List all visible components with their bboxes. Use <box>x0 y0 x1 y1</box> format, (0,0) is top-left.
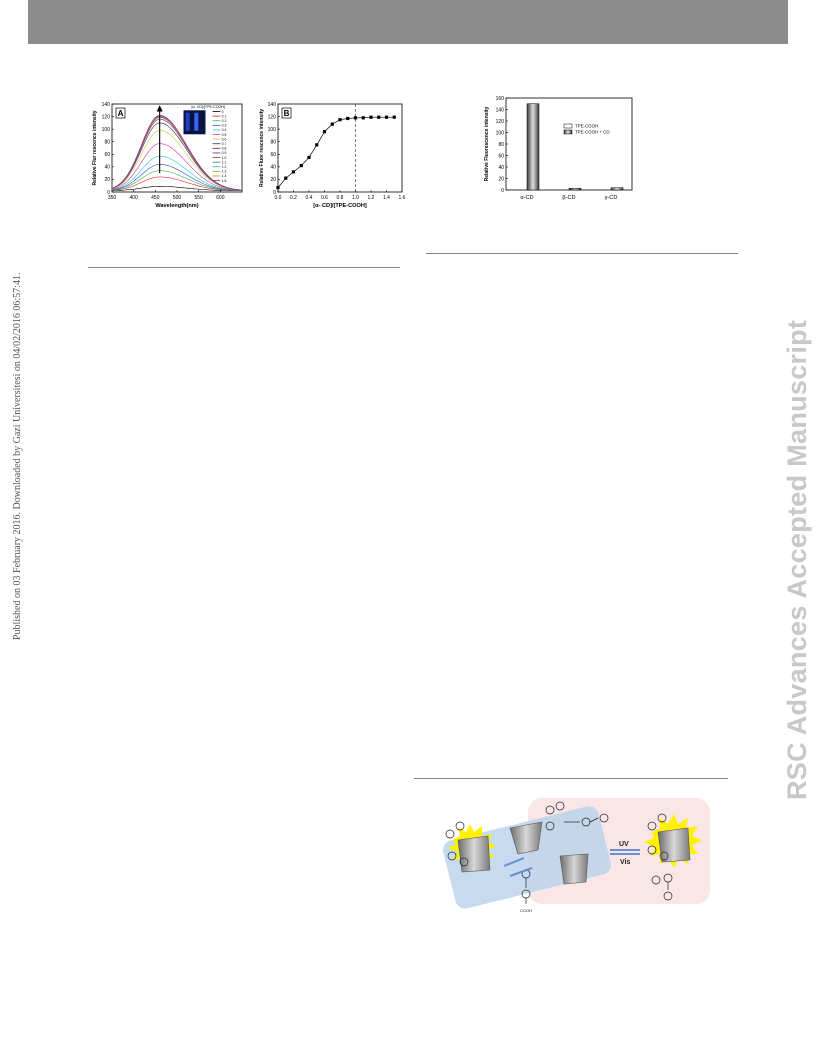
data-point <box>307 156 310 159</box>
cooh-label: COOH <box>520 908 532 913</box>
x-tick-label: 0.4 <box>305 195 313 201</box>
figure-a-emission-spectra <box>90 98 255 230</box>
cd-bottom <box>560 854 588 884</box>
y-tick-label: 20 <box>104 177 110 184</box>
publication-note: Published on 03 February 2016. Downloaded by Gazi Universitesi on 04/02/2016 06:57:41. <box>12 272 23 640</box>
panel-label: B <box>283 109 290 118</box>
legend-entry: 0.4 <box>221 128 227 133</box>
inset-vial-left <box>186 113 190 131</box>
data-point <box>338 118 341 121</box>
x-tick-label: 1.0 <box>352 195 359 201</box>
figure-bar-cyclodextrins <box>480 92 640 220</box>
bar-tpe-cooh-cd <box>527 104 539 190</box>
journal-header-bar <box>28 0 788 44</box>
x-tick-label: 0.0 <box>274 195 282 201</box>
legend-swatch <box>564 124 572 128</box>
rule-right-top <box>426 253 738 254</box>
y-tick-label: 120 <box>267 114 276 121</box>
y-tick-label: 60 <box>270 152 276 159</box>
increase-arrow-head <box>157 105 163 111</box>
x-axis-label: [α- CD]/[TPE-COOH] <box>313 203 367 209</box>
y-tick-label: 60 <box>104 152 110 159</box>
figure-b-titration-curve <box>258 98 408 230</box>
legend-entry: TPE-COOH <box>575 123 599 129</box>
y-tick-label: 140 <box>495 107 504 114</box>
y-tick-label: 120 <box>101 114 110 121</box>
y-axis-label: Relative Fluor rescence intensity <box>259 108 265 188</box>
data-point <box>346 117 349 120</box>
y-tick-label: 80 <box>104 139 110 146</box>
data-point <box>377 116 380 119</box>
y-axis-label: Relative Flur rescence intensity <box>92 110 98 186</box>
y-tick-label: 120 <box>495 118 504 125</box>
legend-entry: 1.0 <box>221 155 227 160</box>
data-point <box>315 143 318 146</box>
legend-entry: 0 <box>221 109 224 114</box>
x-tick-label: 0.2 <box>290 195 297 201</box>
y-tick-label: 160 <box>495 95 504 102</box>
bar-tpe-cooh-cd <box>569 188 581 190</box>
y-tick-label: 0 <box>273 189 276 196</box>
y-tick-label: 40 <box>498 164 504 171</box>
x-tick-label: 550 <box>194 195 203 201</box>
legend-entry: TPE-COOH + CD <box>575 129 610 135</box>
legend-entry: 1.3 <box>221 169 227 174</box>
bar-tpe-cooh-cd <box>611 188 623 190</box>
data-point <box>362 116 365 119</box>
x-tick-label: γ-CD <box>604 195 618 201</box>
data-point <box>284 177 287 180</box>
x-axis-label: Wavelength(nm) <box>155 203 199 209</box>
x-tick-label: 600 <box>216 195 225 201</box>
y-tick-label: 100 <box>495 130 504 137</box>
legend-entry: 0.8 <box>221 146 227 151</box>
rule-left-top <box>88 267 400 268</box>
y-tick-label: 100 <box>267 126 276 133</box>
y-tick-label: 140 <box>101 101 110 108</box>
rule-right-bottom <box>414 778 728 779</box>
data-point <box>331 123 334 126</box>
uv-label: UV <box>619 841 629 848</box>
titration-line <box>278 117 394 187</box>
y-tick-label: 20 <box>498 176 504 183</box>
data-point <box>323 130 326 133</box>
data-point <box>385 116 388 119</box>
y-tick-label: 60 <box>498 153 504 160</box>
cd-left-host <box>458 836 490 872</box>
legend-entry: 0.2 <box>221 119 227 124</box>
data-point <box>300 164 303 167</box>
legend-entry: 0.5 <box>221 132 227 137</box>
panel-label: A <box>117 109 124 118</box>
inset-vial-right <box>194 113 198 131</box>
y-axis-label: Relative Fluorescence intensity <box>484 106 490 182</box>
y-tick-label: 100 <box>101 126 110 133</box>
x-tick-label: 1.4 <box>383 195 390 201</box>
x-tick-label: 0.8 <box>336 195 344 201</box>
legend-entry: 0.9 <box>221 151 227 156</box>
data-point <box>369 116 372 119</box>
cd-right-host <box>658 828 690 862</box>
legend-entry: 0.3 <box>221 123 227 128</box>
y-tick-label: 80 <box>270 139 276 146</box>
x-tick-label: 0.6 <box>321 195 328 201</box>
data-point <box>354 116 357 119</box>
x-tick-label: 500 <box>172 195 182 201</box>
x-tick-label: 450 <box>151 195 160 201</box>
legend-entry: 0.7 <box>221 142 227 147</box>
data-point <box>276 186 279 189</box>
y-tick-label: 0 <box>107 189 110 196</box>
x-tick-label: 400 <box>129 195 138 201</box>
y-tick-label: 0 <box>501 187 504 194</box>
legend-entry: 1.5 <box>221 178 227 183</box>
legend-swatch <box>564 130 572 134</box>
data-point <box>292 170 295 173</box>
legend-entry: 1.1 <box>221 160 227 165</box>
legend-entry: 0.6 <box>221 137 227 142</box>
legend-entry: 0.1 <box>221 114 227 119</box>
legend-title: [α- CD]/[TPE-COOH] <box>191 104 225 109</box>
x-tick-label: 1.2 <box>367 195 375 201</box>
legend-entry: 1.4 <box>221 174 227 179</box>
legend-entry: 1.2 <box>221 165 227 170</box>
y-tick-label: 140 <box>267 101 276 108</box>
data-point <box>393 116 396 119</box>
x-tick-label: β-CD <box>562 195 576 201</box>
y-tick-label: 20 <box>270 177 276 184</box>
axes-frame <box>506 98 632 190</box>
y-tick-label: 40 <box>270 164 276 171</box>
y-tick-label: 80 <box>498 141 504 148</box>
accepted-manuscript-watermark: RSC Advances Accepted Manuscript <box>782 319 812 800</box>
x-tick-label: 350 <box>107 195 117 201</box>
x-tick-label: 1.6 <box>398 195 406 201</box>
x-tick-label: α-CD <box>520 195 534 201</box>
vis-label: Vis <box>620 859 631 866</box>
scheme-graphic <box>440 796 712 914</box>
y-tick-label: 40 <box>104 164 110 171</box>
